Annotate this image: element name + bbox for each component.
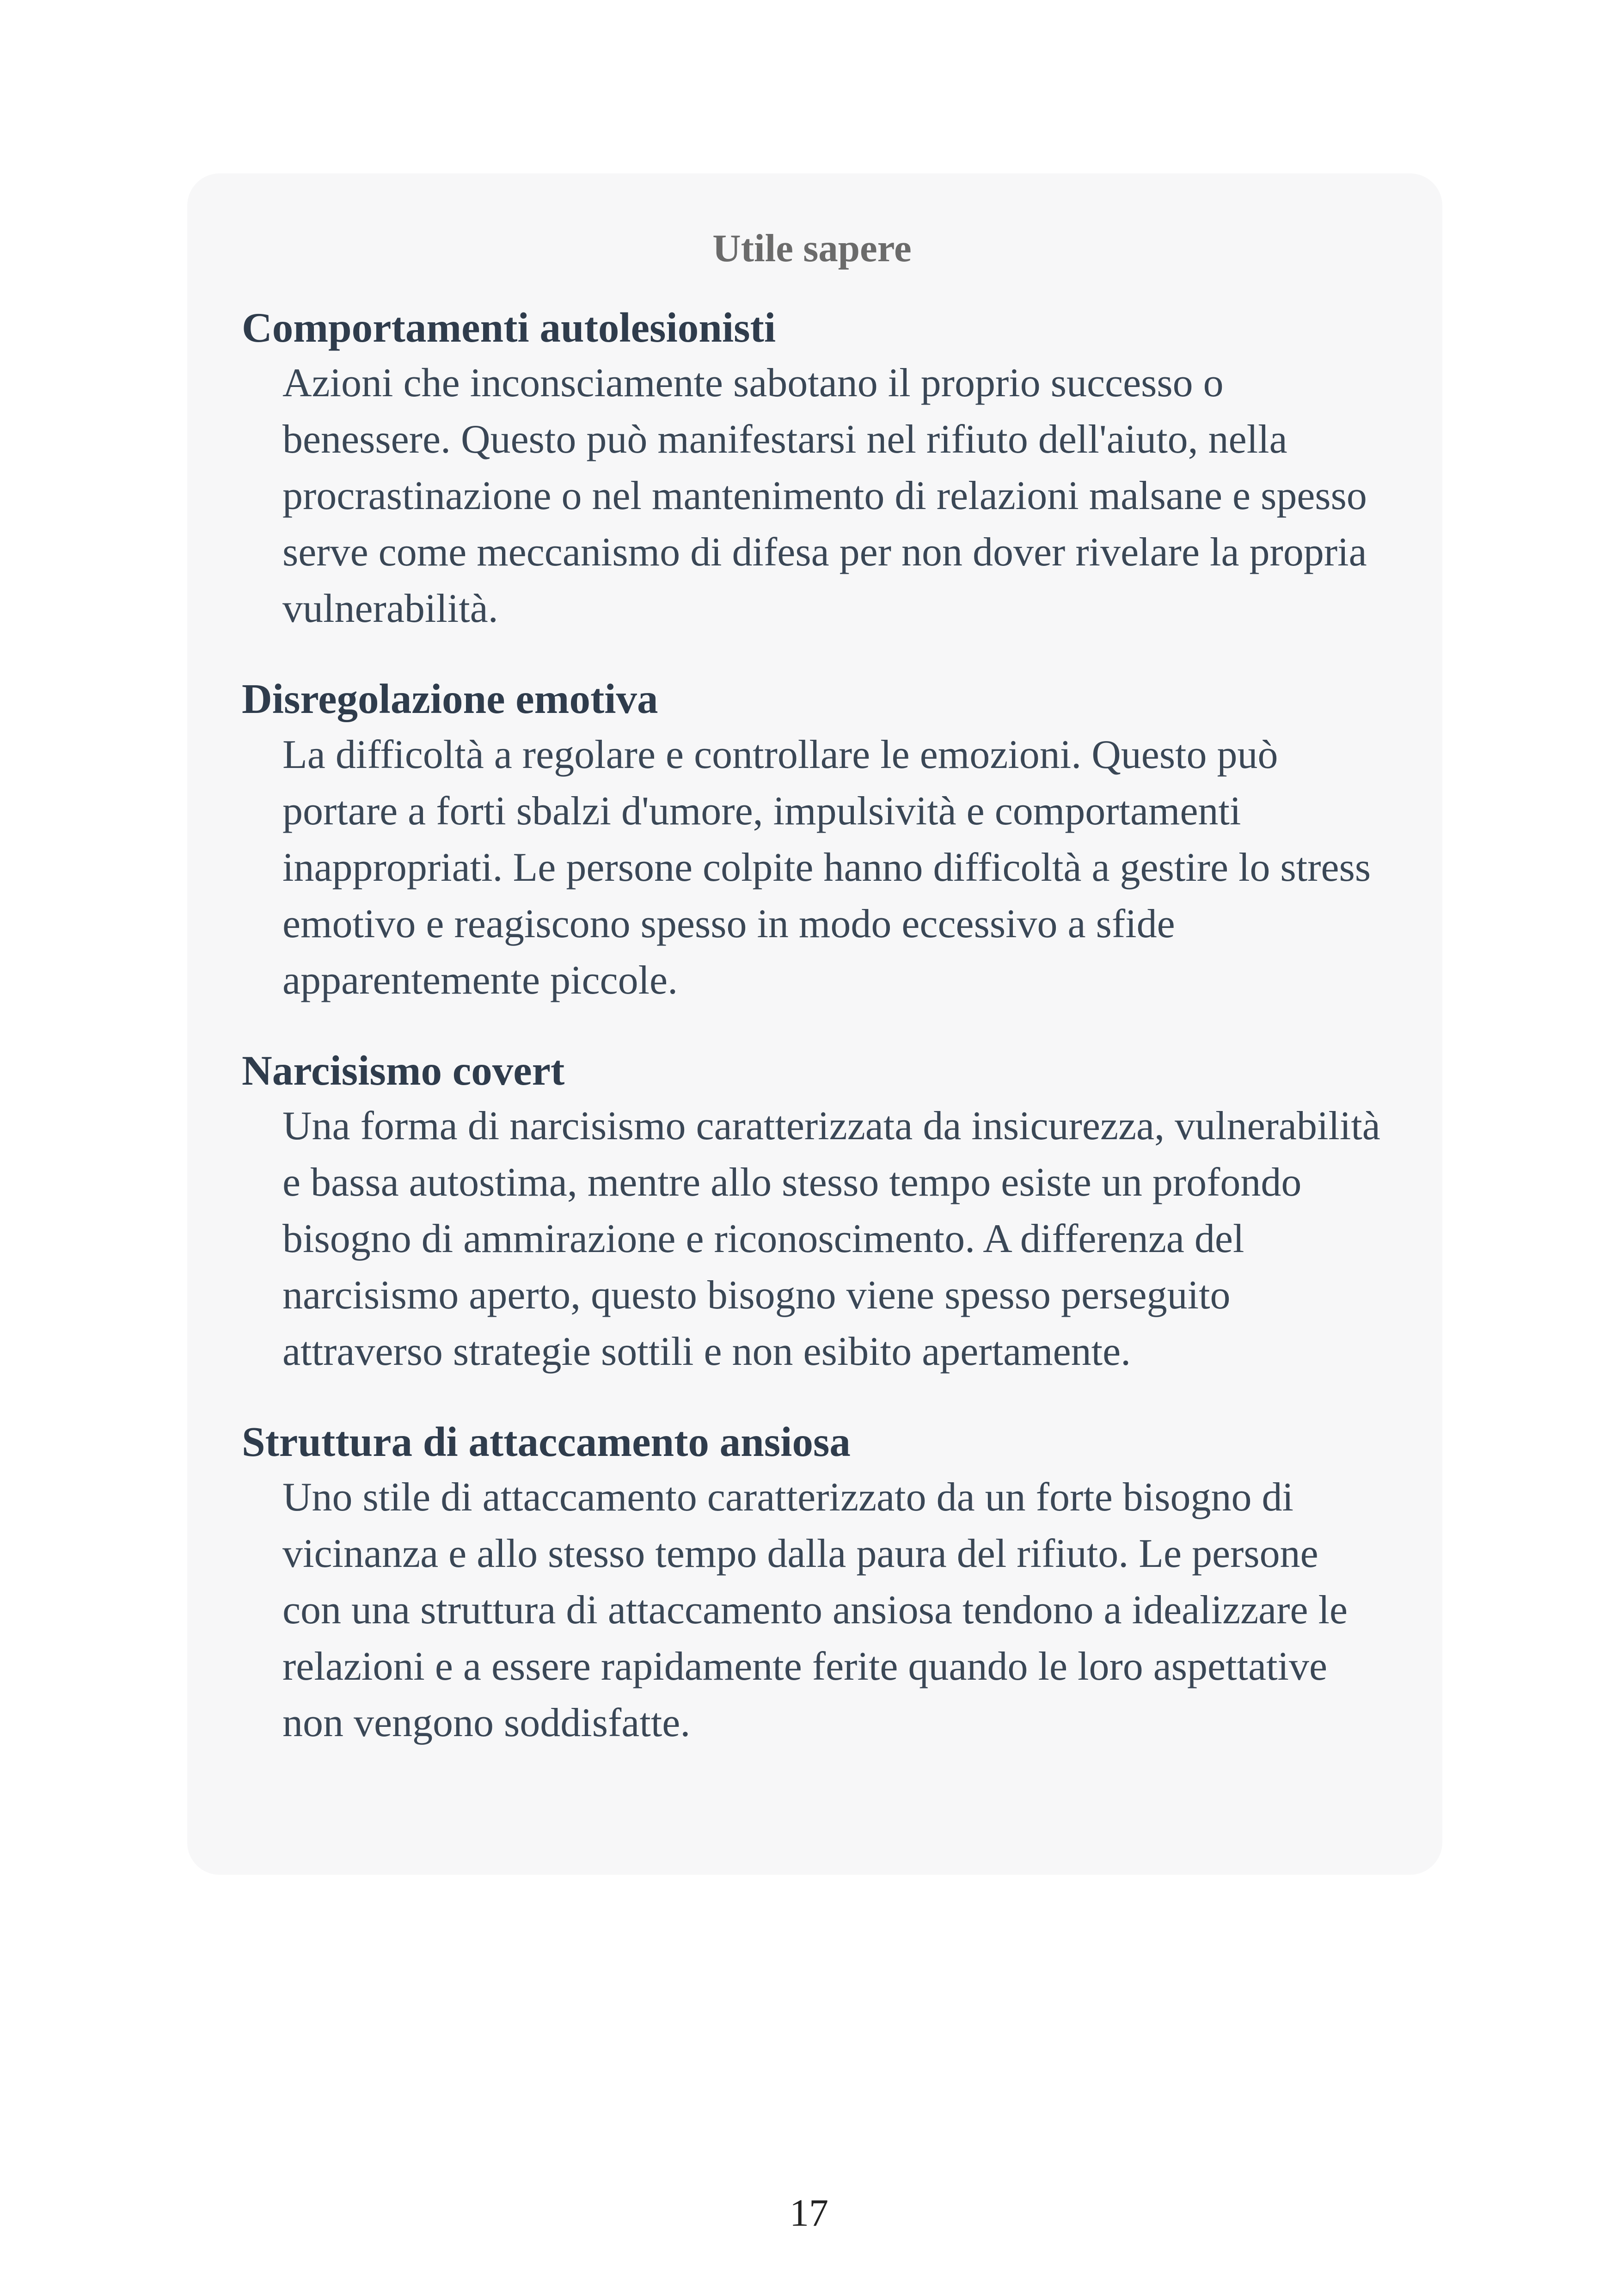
glossary-definition: Azioni che inconsciamente sabotano il proprio successo o benessere. Questo può manifestarsi nel rifiuto dell'aiuto, nella procrastinazione o nel mantenimento di relazioni malsane e spesso serve come meccanismo di difesa per non dover rivelare la propria vulnerabilità. <box>282 361 1367 632</box>
glossary-entry <box>242 1415 1382 1751</box>
box-title: Utile sapere <box>712 227 912 270</box>
glossary-term: Disregolazione emotiva <box>242 675 658 723</box>
glossary-term: Comportamenti autolesionisti <box>242 304 776 351</box>
page-number: 17 <box>790 2192 828 2235</box>
glossary-term: Struttura di attaccamento ansiosa <box>242 1418 851 1465</box>
glossary-entry <box>242 301 1382 637</box>
glossary-entry <box>242 672 1382 1008</box>
glossary-definition: Una forma di narcisismo caratterizzata da insicurezza, vulnerabilità e bassa autostima, mentre allo stesso tempo esiste un profondo bisogno di ammirazione e riconoscimento. A differenza del narcisismo aperto, questo bisogno viene spesso perseguito attraverso strategie sottili e non esibito apertamente. <box>282 1103 1380 1374</box>
info-box <box>187 173 1442 1875</box>
glossary-entry <box>242 1044 1382 1380</box>
glossary-definition: La difficoltà a regolare e controllare le emozioni. Questo può portare a forti sbalzi d'umore, impulsività e comportamenti inappropriati. Le persone colpite hanno difficoltà a gestire lo stress emotivo e reagiscono spesso in modo eccessivo a sfide apparentemente piccole. <box>282 732 1371 1003</box>
glossary-definition: Uno stile di attaccamento caratterizzato da un forte bisogno di vicinanza e allo stesso tempo dalla paura del rifiuto. Le persone con una struttura di attaccamento ansiosa tendono a idealizzare le relazioni e a essere rapidamente ferite quando le loro aspettative non vengono soddisfatte. <box>282 1475 1348 1746</box>
glossary-term: Narcisismo covert <box>242 1047 565 1094</box>
